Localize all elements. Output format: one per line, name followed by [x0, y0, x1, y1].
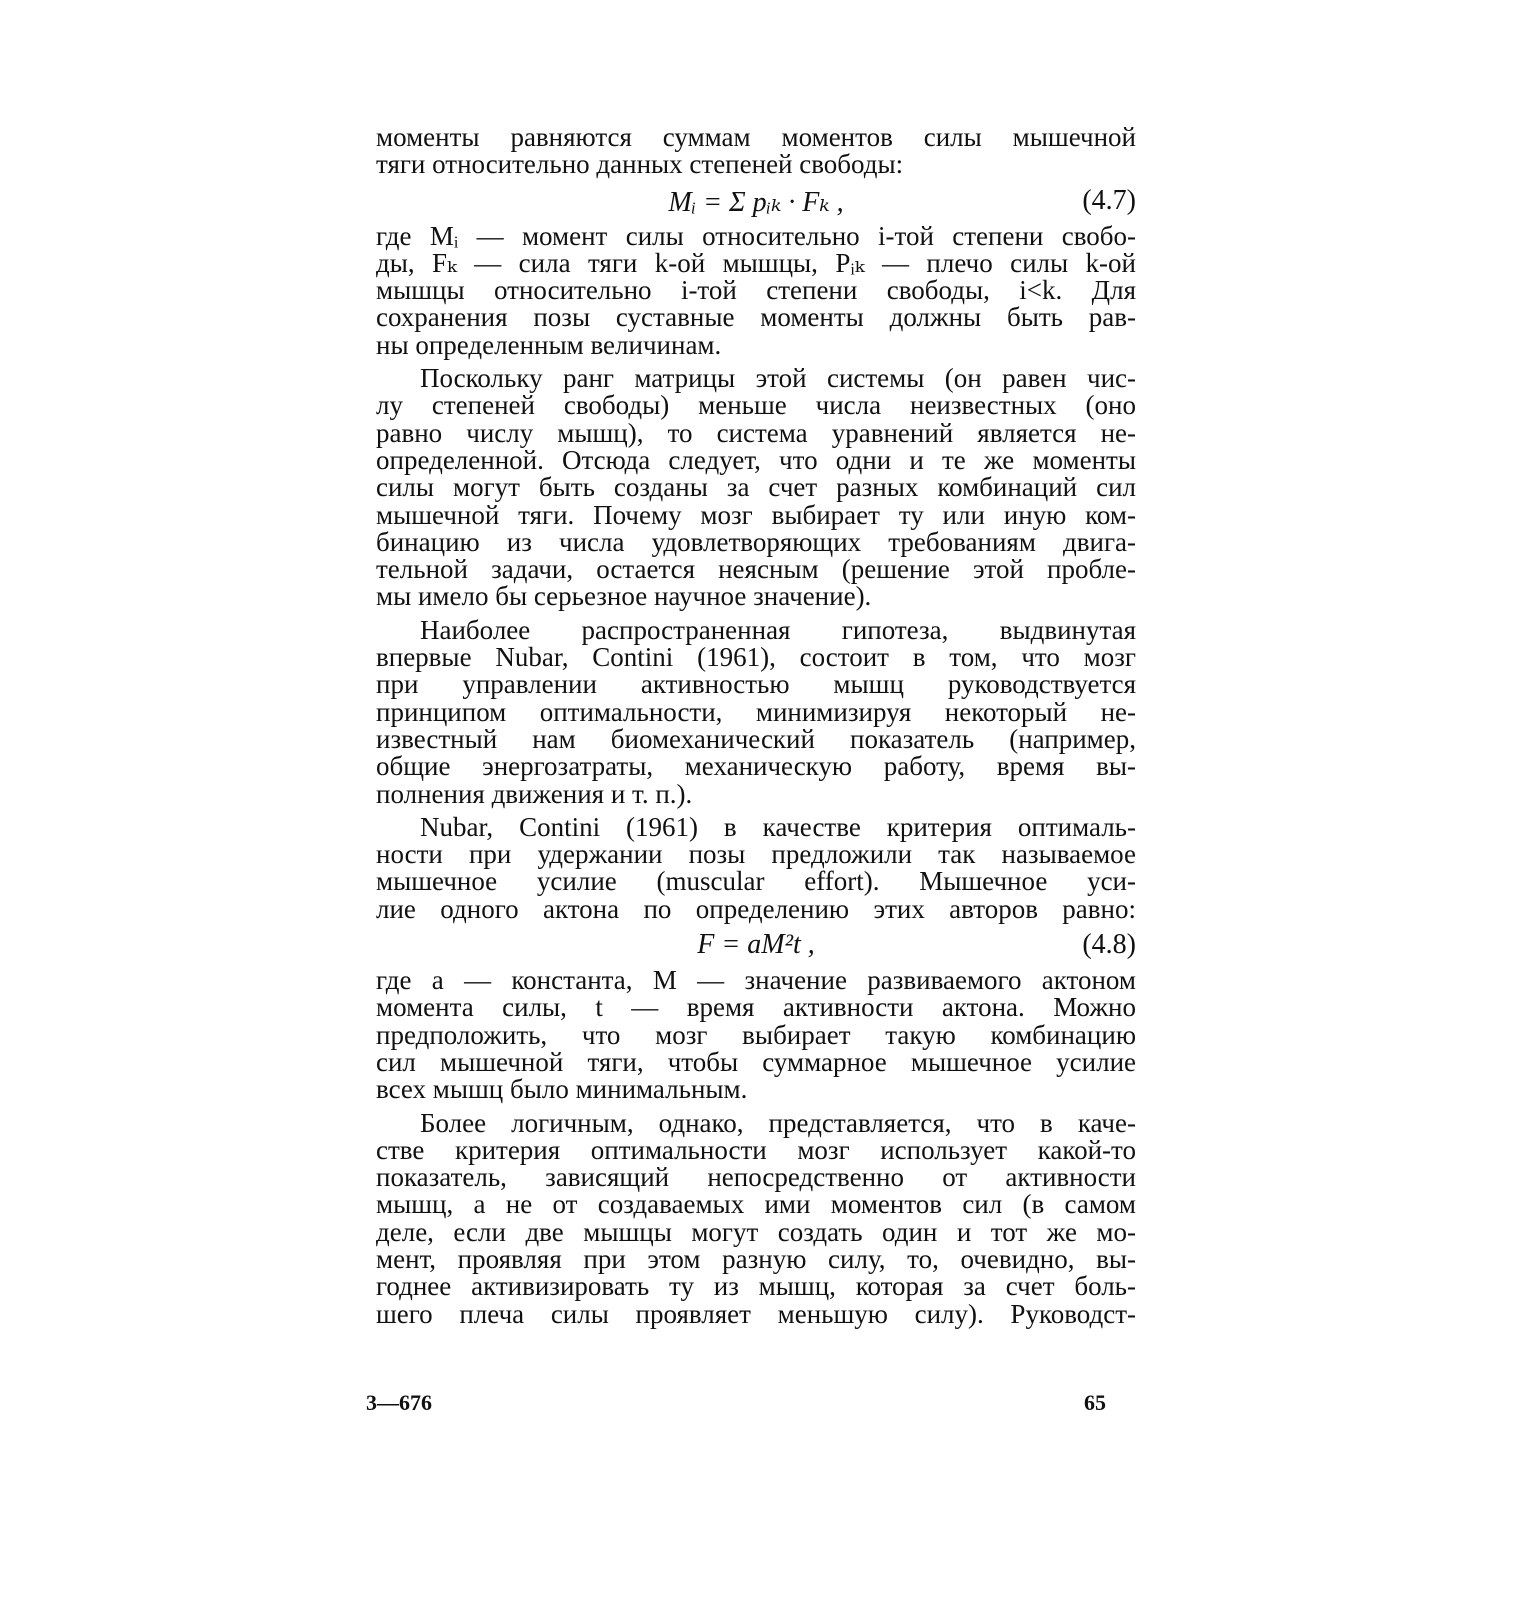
equation-4-8: [376, 923, 1136, 967]
text-line: бинацию из числа удовлетворяющих требованиям двига-: [376, 526, 1136, 557]
text-line: принципом оптимальности, минимизируя некоторый не-: [376, 696, 1136, 727]
text-line: мышцы относительно i-той степени свободы, i<k. Для: [376, 275, 1136, 306]
paragraph-1: [376, 124, 1136, 179]
paragraph-3: [376, 365, 1136, 611]
paragraph-4: [376, 614, 1136, 809]
text-line: Nubar, Contini (1961) в качестве критерия оптималь-: [420, 811, 1136, 842]
paragraph-6: [376, 967, 1136, 1103]
text-line: мы имело бы серьезное научное значение).: [376, 581, 872, 612]
text-line: Наиболее распространенная гипотеза, выдвинутая: [420, 614, 1136, 645]
text-line: моменты равняются суммам моментов силы мышечной: [376, 122, 1136, 152]
text-line: всех мышц было минимальным.: [376, 1074, 748, 1105]
text-line: стве критерия оптимальности мозг использует какой-то: [376, 1134, 1136, 1165]
page-number: 65: [1084, 1390, 1106, 1415]
text-line: момента силы, t — время активности актона. Можно: [376, 992, 1136, 1023]
text-line: равно числу мышц), то система уравнений является не-: [376, 417, 1136, 448]
text-line: впервые Nubar, Contini (1961), состоит в том, что мозг: [376, 642, 1136, 673]
text-line: мент, проявляя при этом разную силу, то, очевидно, вы-: [376, 1243, 1136, 1274]
text-line: ны определенным величинам.: [376, 329, 722, 360]
text-line: лие одного актона по определению этих авторов равно:: [376, 893, 1136, 924]
text-line: тельной задачи, остается неясным (решение этой пробле-: [376, 554, 1136, 585]
text-line: полнения движения и т. п.).: [376, 778, 693, 809]
text-line: мышц, а не от создаваемых ими моментов сил (в самом: [376, 1189, 1136, 1220]
text-line: мышечное усилие (muscular effort). Мышечное уси-: [376, 866, 1136, 897]
text-line: общие энергозатраты, механическую работу, время вы-: [376, 751, 1136, 782]
equation-expression: F = aM²t ,: [697, 929, 815, 961]
printer-signature: 3—676: [366, 1390, 432, 1415]
text-line: при управлении активностью мышц руководствуется: [376, 669, 1136, 700]
text-line: известный нам биомеханический показатель (например,: [376, 723, 1136, 754]
text-line: силы могут быть созданы за счет разных комбинаций сил: [376, 472, 1136, 503]
text-line: Более логичным, однако, представляется, что в каче-: [420, 1107, 1136, 1138]
text-line: шего плеча силы проявляет меньшую силу). Руководст-: [376, 1298, 1136, 1329]
text-line: лу степеней свободы) меньше числа неизвестных (оно: [376, 390, 1136, 421]
text-line: где Mᵢ — момент силы относительно i-той степени свобо-: [376, 220, 1136, 251]
text-line: тяги относительно данных степеней свободы:: [376, 149, 904, 180]
text-line: определенной. Отсюда следует, что одни и те же моменты: [376, 444, 1136, 475]
text-line: показатель, зависящий непосредственно от активности: [376, 1162, 1136, 1193]
text-line: где a — константа, M — значение развиваемого актоном: [376, 965, 1136, 996]
text-line: сил мышечной тяги, чтобы суммарное мышечное усилие: [376, 1046, 1136, 1077]
equation-4-7: [376, 179, 1136, 223]
paragraph-2: [376, 220, 1136, 360]
text-line: годнее активизировать ту из мышц, которая за счет боль-: [376, 1271, 1136, 1302]
paragraph-5: [376, 811, 1136, 924]
equation-number: (4.8): [1082, 929, 1136, 961]
equation-expression: Mᵢ = Σ pᵢₖ · Fₖ ,: [668, 186, 844, 218]
equation-number: (4.7): [1082, 184, 1136, 216]
text-line: ности при удержании позы предложили так называемое: [376, 839, 1136, 870]
text-line: Поскольку ранг матрицы этой системы (он равен чис-: [420, 363, 1136, 394]
text-line: мышечной тяги. Почему мозг выбирает ту или иную ком-: [376, 499, 1136, 530]
text-line: предположить, что мозг выбирает такую комбинацию: [376, 1019, 1136, 1050]
text-line: сохранения позы суставные моменты должны быть рав-: [376, 302, 1136, 333]
text-line: деле, если две мышцы могут создать один и тот же мо-: [376, 1216, 1136, 1247]
paragraph-7: [376, 1107, 1136, 1329]
page-body: [376, 124, 1136, 1328]
text-line: ды, Fₖ — сила тяги k-ой мышцы, Pᵢₖ — плечо силы k-ой: [376, 247, 1136, 278]
